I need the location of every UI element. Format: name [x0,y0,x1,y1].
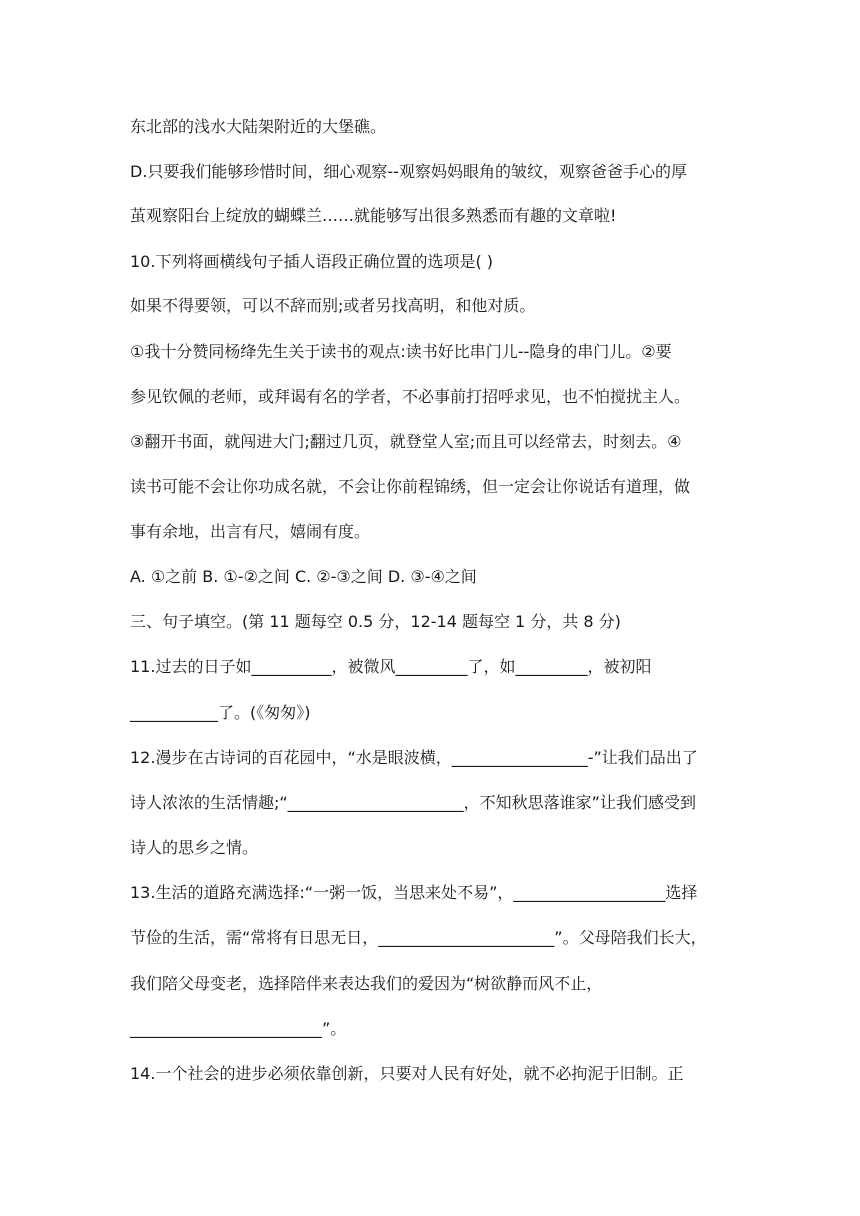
text-line: 参见钦佩的老师，或拜谒有名的学者，不必事前打招呼求见，也不怕搅扰主人。 [130,387,691,406]
text-line: 读书可能不会让你功成名就，不会让你前程锦绣，但一定会让你说话有道理，做 [130,477,691,496]
text-line: D.只要我们能够珍惜时间，细心观察--观察妈妈眼角的皱纹，观察爸爸手心的厚 [130,162,687,181]
question-11-line: 11.过去的日子如__________，被微风_________了，如_________，被初阳 [130,657,652,676]
question-10-stem: 10.下列将画横线句子插人语段正确位置的选项是( ) [130,252,494,271]
question-14-line: 14.一个社会的进步必须依靠创新，只要对人民有好处，就不必拘泥于旧制。正 [130,1064,684,1083]
question-12-line: 诗人的思乡之情。 [130,838,259,857]
text-line: 事有余地，出言有尺，嬉闹有度。 [130,522,371,541]
text-line: ①我十分赞同杨绛先生关于读书的观点:读书好比串门儿--隐身的串门儿。②要 [130,342,672,361]
question-13-line: 13.生活的道路充满选择:“一粥一饭，当思来处不易”，___________________选择 [130,883,698,902]
question-13-line: ________________________”。 [130,1019,347,1038]
text-line: ③翻开书面，就闯进大门;翻过几页，就登堂人室;而且可以经常去，时刻去。④ [130,432,682,451]
question-13-line: 节俭的生活，需“常将有日思无日，______________________”。父母陪我们长大， [130,928,707,947]
section-heading: 三、句子填空。(第 11 题每空 0.5 分，12-14 题每空 1 分，共 8 分) [130,612,621,631]
underlined-sentence: 如果不得要领，可以不辞而别;或者另找高明，和他对质。 [130,296,536,315]
question-13-line: 我们陪父母变老，选择陪伴来表达我们的爱因为“树欲静而风不止， [130,974,603,993]
question-11-line: ___________了。(《匆匆》) [130,703,311,722]
question-12-line: 诗人浓浓的生活情趣;“______________________，不知秋思落谁家”让我们感受到 [130,793,696,812]
question-12-line: 12.漫步在古诗词的百花园中，“水是眼波横，_________________-”让我们品出了 [130,748,698,767]
text-line: 茧观察阳台上绽放的蝴蝶兰……就能够写出很多熟悉而有趣的文章啦! [130,206,617,225]
answer-options: A. ①之前 B. ①-②之间 C. ②-③之间 D. ③-④之间 [130,567,477,586]
text-line: 东北部的浅水大陆架附近的大堡礁。 [130,117,387,136]
